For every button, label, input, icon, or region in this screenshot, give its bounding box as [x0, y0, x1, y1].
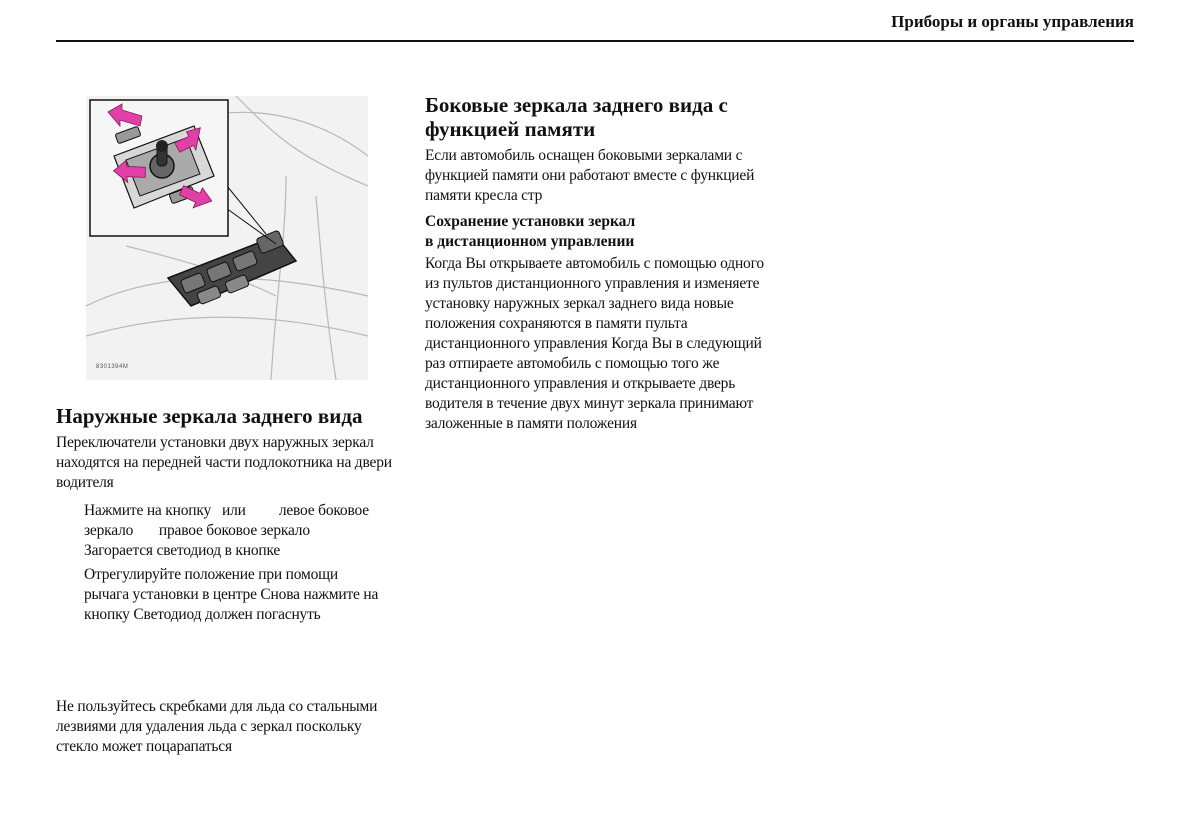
- outer-mirrors-intro: Переключатели установки двух наружных зеркал находятся на передней части подлокотника на двери водителя: [56, 434, 392, 491]
- subheading-remote-memory: [425, 212, 770, 252]
- subheading-line: Сохранение установки зеркал: [425, 213, 636, 230]
- ice-scraper-warning: Не пользуйтесь скребками для льда со стальными лезвиями для удаления льда с зеркал поскольку стекло может поцарапаться: [56, 698, 378, 755]
- page-header-title: Приборы и органы управления: [891, 12, 1134, 31]
- figure-code: 8301394M: [96, 364, 129, 370]
- subheading-line: в дистанционном управлении: [425, 233, 635, 250]
- step-item: Отрегулируйте положение при помощи рычага установки в центре Снова нажмите на кнопку Светодиод должен погаснуть: [84, 566, 379, 623]
- memory-mirrors-intro: Если автомобиль оснащен боковыми зеркалами с функцией памяти они работают вместе с функцией памяти кресла стр: [425, 147, 755, 204]
- step-item: Нажмите на кнопку или левое боковое зеркало правое боковое зеркало Загорается светодиод в кнопке: [84, 502, 373, 559]
- window-switch-panel: [168, 230, 296, 306]
- header-divider: [56, 40, 1134, 42]
- section-heading-outer-mirrors: Наружные зеркала заднего вида: [56, 404, 363, 428]
- inset-closeup: [90, 100, 228, 236]
- remote-memory-body: Когда Вы открываете автомобиль с помощью одного из пультов дистанционного управления и изменяете установку наружных зеркал заднего вида новые положения сохраняются в памяти пульта дистанционного управления Когда Вы в следующий раз отпираете автомобиль с помощью того же дистанционного управления и открываете дверь водителя в течение двух минут зеркала принимают заложенные в памяти положения: [425, 255, 764, 432]
- adjustment-steps: [84, 501, 384, 629]
- section-heading-memory-mirrors: Боковые зеркала заднего вида с функцией памяти: [425, 93, 728, 141]
- mirror-switch-illustration: [86, 96, 368, 380]
